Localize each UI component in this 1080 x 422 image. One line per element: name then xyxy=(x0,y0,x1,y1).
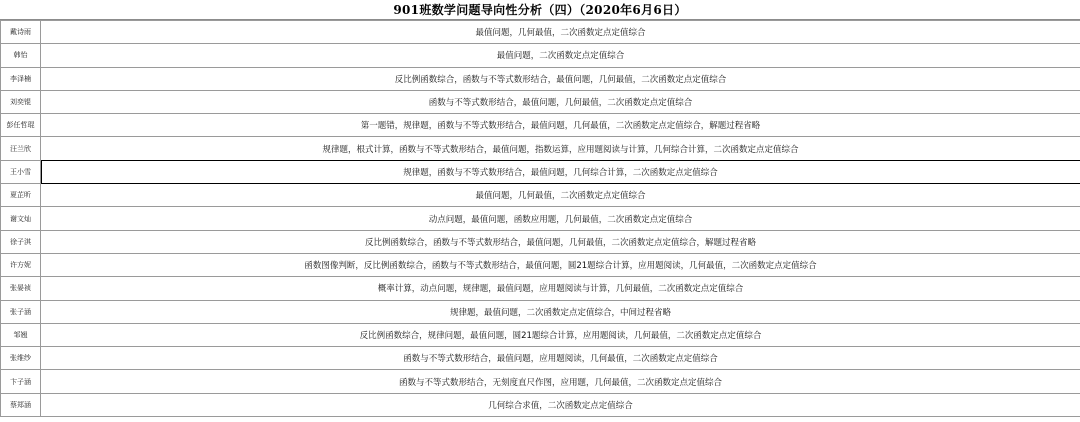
problem-analysis-cell[interactable]: 反比例函数综合，函数与不等式数形结合，最值问题，几何最值，二次函数定点定值综合，解题过程省略 xyxy=(41,230,1080,253)
student-name-cell[interactable]: 汪兰欣 xyxy=(1,137,41,160)
student-name-cell[interactable]: 王小雪 xyxy=(1,160,41,183)
table-row xyxy=(1,160,1080,183)
table-row xyxy=(1,21,1080,44)
table-row xyxy=(1,277,1080,300)
problem-analysis-cell[interactable]: 函数与不等式数形结合，最值问题，几何最值，二次函数定点定值综合 xyxy=(41,90,1080,113)
problem-analysis-cell[interactable]: 最值问题，几何最值，二次函数定点定值综合 xyxy=(41,184,1080,207)
table-row xyxy=(1,393,1080,416)
problem-analysis-cell[interactable]: 第一题错，规律题，函数与不等式数形结合，最值问题，几何最值，二次函数定点定值综合，解题过程省略 xyxy=(41,114,1080,137)
problem-analysis-cell[interactable]: 几何综合求值，二次函数定点定值综合 xyxy=(41,393,1080,416)
student-name-cell[interactable]: 徐子淇 xyxy=(1,230,41,253)
student-name-cell[interactable]: 张维纱 xyxy=(1,347,41,370)
problem-analysis-cell[interactable]: 反比例函数综合，规律问题，最值问题，圆21题综合计算，应用题阅读，几何最值，二次函数定点定值综合 xyxy=(41,323,1080,346)
table-row xyxy=(1,90,1080,113)
table-row xyxy=(1,253,1080,276)
table-row xyxy=(1,207,1080,230)
problem-analysis-cell[interactable]: 函数图像判断，反比例函数综合，函数与不等式数形结合，最值问题，圆21题综合计算，应用题阅读，几何最值，二次函数定点定值综合 xyxy=(41,253,1080,276)
student-name-cell[interactable]: 谢文灿 xyxy=(1,207,41,230)
table-row xyxy=(1,44,1080,67)
problem-analysis-cell[interactable]: 函数与不等式数形结合，无刻度直尺作图，应用题，几何最值，二次函数定点定值综合 xyxy=(41,370,1080,393)
problem-analysis-cell[interactable]: 规律题，根式计算，函数与不等式数形结合，最值问题，指数运算，应用题阅读与计算，几何综合计算，二次函数定点定值综合 xyxy=(41,137,1080,160)
student-name-cell[interactable]: 李泽楠 xyxy=(1,67,41,90)
analysis-table xyxy=(0,20,1080,417)
table-row xyxy=(1,300,1080,323)
student-name-cell[interactable]: 戴诗雨 xyxy=(1,21,41,44)
student-name-cell[interactable]: 刘奕锟 xyxy=(1,90,41,113)
problem-analysis-cell[interactable]: 函数与不等式数形结合，最值问题，应用题阅读，几何最值，二次函数定点定值综合 xyxy=(41,347,1080,370)
table-row xyxy=(1,67,1080,90)
problem-analysis-cell[interactable]: 最值问题，几何最值，二次函数定点定值综合 xyxy=(41,21,1080,44)
table-row xyxy=(1,114,1080,137)
problem-analysis-cell[interactable]: 动点问题，最值问题，函数应用题，几何最值，二次函数定点定值综合 xyxy=(41,207,1080,230)
problem-analysis-cell[interactable]: 反比例函数综合，函数与不等式数形结合，最值问题，几何最值，二次函数定点定值综合 xyxy=(41,67,1080,90)
problem-analysis-cell[interactable]: 规律题，函数与不等式数形结合，最值问题，几何综合计算，二次函数定点定值综合 xyxy=(41,160,1080,183)
problem-analysis-cell[interactable]: 最值问题，二次函数定点定值综合 xyxy=(41,44,1080,67)
table-row xyxy=(1,347,1080,370)
table-row xyxy=(1,137,1080,160)
student-name-cell[interactable]: 卞子涵 xyxy=(1,370,41,393)
student-name-cell[interactable]: 许方妮 xyxy=(1,253,41,276)
student-name-cell[interactable]: 邹翘 xyxy=(1,323,41,346)
table-row xyxy=(1,370,1080,393)
sheet-title: 901班数学问题导向性分析（四）（2020年6月6日） xyxy=(0,0,1080,20)
problem-analysis-cell[interactable]: 概率计算，动点问题，规律题，最值问题，应用题阅读与计算，几何最值，二次函数定点定值综合 xyxy=(41,277,1080,300)
table-row xyxy=(1,323,1080,346)
table-row xyxy=(1,184,1080,207)
student-name-cell[interactable]: 张晏祯 xyxy=(1,277,41,300)
student-name-cell[interactable]: 夏芷昕 xyxy=(1,184,41,207)
table-row xyxy=(1,230,1080,253)
student-name-cell[interactable]: 张子涵 xyxy=(1,300,41,323)
student-name-cell[interactable]: 彭任哲琨 xyxy=(1,114,41,137)
student-name-cell[interactable]: 韩怡 xyxy=(1,44,41,67)
problem-analysis-cell[interactable]: 规律题，最值问题，二次函数定点定值综合，中间过程省略 xyxy=(41,300,1080,323)
student-name-cell[interactable]: 蔡郑涵 xyxy=(1,393,41,416)
